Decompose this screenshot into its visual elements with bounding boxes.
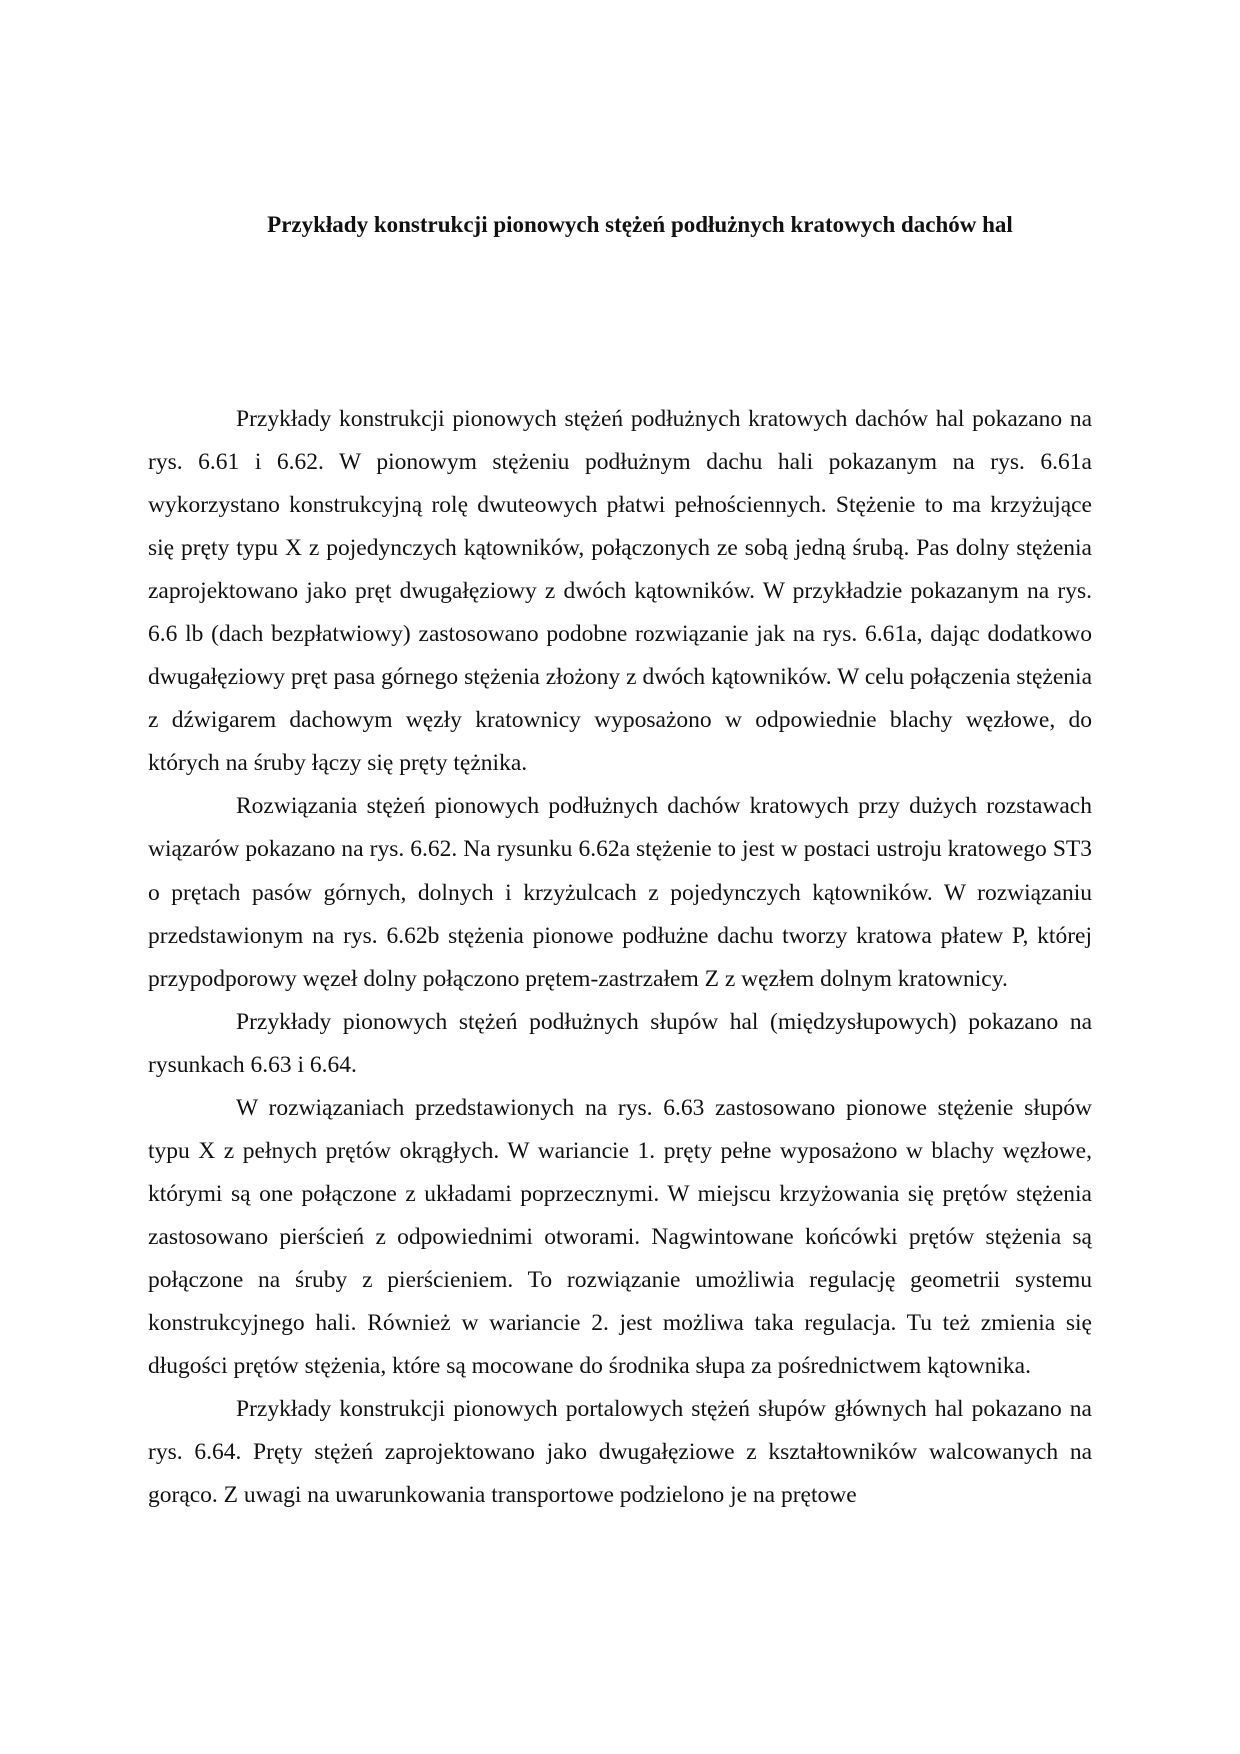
- document-body: [148, 398, 1092, 1517]
- document-title: Przykłady konstrukcji pionowych stężeń podłużnych kratowych dachów hal: [267, 212, 1013, 237]
- paragraph-1: Przykłady konstrukcji pionowych stężeń podłużnych kratowych dachów hal pokazano na rys. 6.61 i 6.62. W pionowym stężeniu podłużnym dachu hali pokazanym na rys. 6.61a wykorzystano konstrukcyjną rolę dwuteowych płatwi pełnościennych. Stężenie to ma krzyżujące się pręty typu X z pojedynczych kątowników, połączonych ze sobą jedną śrubą. Pas dolny stężenia zaprojektowano jako pręt dwugałęziowy z dwóch kątowników. W przykładzie pokazanym na rys. 6.6 lb (dach bezpłatwiowy) zastosowano podobne rozwiązanie jak na rys. 6.61a, dając dodatkowo dwugałęziowy pręt pasa górnego stężenia złożony z dwóch kątowników. W celu połączenia stężenia z dźwigarem dachowym węzły kratownicy wyposażono w odpowiednie blachy węzłowe, do których na śruby łączy się pręty tężnika.: [148, 406, 1092, 777]
- paragraph-3: Przykłady pionowych stężeń podłużnych słupów hal (międzysłupowych) pokazano na rysunkach 6.63 i 6.64.: [148, 1008, 1092, 1078]
- paragraph-5: Przykłady konstrukcji pionowych portalowych stężeń słupów głównych hal pokazano na rys. 6.64. Pręty stężeń zaprojektowano jako dwugałęziowe z kształtowników walcowanych na gorąco. Z uwagi na uwarunkowania transportowe podzielono je na prętowe: [148, 1396, 1092, 1509]
- paragraph-4: W rozwiązaniach przedstawionych na rys. 6.63 zastosowano pionowe stężenie słupów typu X z pełnych prętów okrągłych. W wariancie 1. pręty pełne wyposażono w blachy węzłowe, którymi są one połączone z układami poprzecznymi. W miejscu krzyżowania się prętów stężenia zastosowano pierścień z odpowiednimi otworami. Nagwintowane końcówki prętów stężenia są połączone na śruby z pierścieniem. To rozwiązanie umożliwia regulację geometrii systemu konstrukcyjnego hali. Również w wariancie 2. jest możliwa taka regulacja. Tu też zmienia się długości prętów stężenia, które są mocowane do środnika słupa za pośrednictwem kątownika.: [148, 1094, 1092, 1380]
- paragraph-2: Rozwiązania stężeń pionowych podłużnych dachów kratowych przy dużych rozstawach wiązarów pokazano na rys. 6.62. Na rysunku 6.62a stężenie to jest w postaci ustroju kratowego ST3 o prętach pasów górnych, dolnych i krzyżulcach z pojedynczych kątowników. W rozwiązaniu przedstawionym na rys. 6.62b stężenia pionowe podłużne dachu tworzy kratowa płatew P, której przypodporowy węzeł dolny połączono prętem-zastrzałem Z z węzłem dolnym kratownicy.: [148, 793, 1092, 992]
